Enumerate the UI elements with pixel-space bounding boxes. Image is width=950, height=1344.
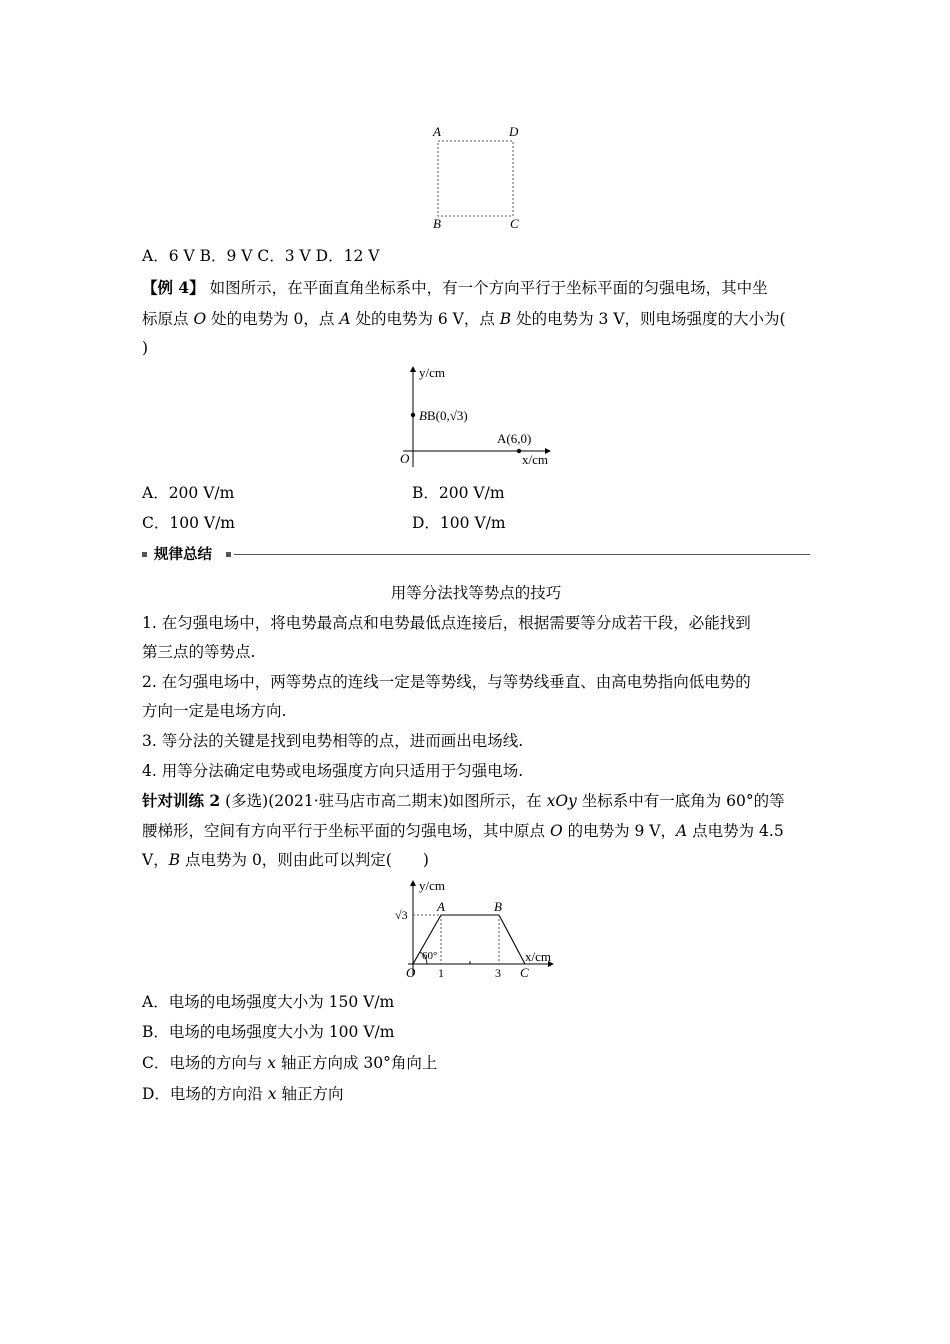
origin-label: O [406,965,416,980]
angle-label: 60° [422,950,438,962]
trapezoid-figure [375,875,560,983]
label-c: C [510,216,519,231]
sqrt3-label: √3 [395,908,408,922]
example4-line3: ) [142,339,149,357]
point-a-label: A(6,0) [497,431,532,446]
summary-label: 规律总结 [154,547,212,563]
q3-options: A．6 V B．9 V C．3 V D．12 V [142,247,380,265]
summary-item: 4. 用等分法确定电势或电场强度方向只适用于匀强电场. [142,762,524,780]
example4-option-b: B．200 V/m [412,484,505,502]
x-axis-label: x/cm [522,452,548,467]
x-axis-label: x/cm [525,949,551,964]
tick-3-label: 3 [495,966,501,980]
training2-tag: 针对训练 2 [142,791,221,810]
coordinate-figure [395,362,560,470]
example4-tag: 【例 4】 [142,278,205,297]
example4-text1: 如图所示，在平面直角坐标系中，有一个方向平行于坐标平面的匀强电场，其中坐 [209,279,768,297]
point-b [411,413,415,417]
point-a [517,449,521,453]
tick-1-label: 1 [438,966,444,980]
summary-item: 2. 在匀强电场中，两等势点的连线一定是等势线，与等势线垂直、由高电势指向低电势的 [142,673,751,691]
summary-item: 1. 在匀强电场中，将电势最高点和电势最低点连接后，根据需要等分成若干段，必能找到 [142,614,751,632]
point-b-label: BB(0,√3) [419,408,468,423]
training2-option-d: D．电场的方向沿 x 轴正方向 [142,1085,344,1103]
origin-label: O [400,451,410,466]
summary-title: 用等分法找等势点的技巧 [390,584,562,602]
y-axis-label: y/cm [419,878,445,893]
point-a-label: A [437,899,445,914]
training2-line2: 腰梯形，空间有方向平行于坐标平面的匀强电场，其中原点 O 的电势为 9 V，A 点电势为 4.5 [142,822,784,840]
example4-line1 [142,277,768,299]
summary-item: 方向一定是电场方向. [142,702,287,720]
label-d: D [509,124,519,139]
example4-option-a: A．200 V/m [142,484,235,502]
square-abcd [438,141,513,216]
training2-line1: 针对训练 2 (多选)(2021·驻马店市高二期末)如图所示，在 xOy 坐标系中有一底角为 60°的等 [142,791,785,810]
training2-option-c: C．电场的方向与 x 轴正方向成 30°角向上 [142,1054,438,1072]
square-figure [420,122,530,234]
summary-rule [234,554,810,555]
square-bullet-icon [226,552,231,557]
example4-line2: 标原点 O 处的电势为 0，点 A 处的电势为 6 V，点 B 处的电势为 3 V，则电场强度的大小为( [142,310,786,328]
summary-header [142,545,810,565]
label-a: A [433,124,441,139]
example4-option-d: D．100 V/m [412,514,506,532]
training2-option-a: A．电场的电场强度大小为 150 V/m [142,993,395,1011]
y-axis-label: y/cm [419,365,445,380]
example4-option-c: C．100 V/m [142,514,235,532]
point-b-label: B [494,899,502,914]
training2-option-b: B．电场的电场强度大小为 100 V/m [142,1023,395,1041]
summary-item: 第三点的等势点. [142,643,256,661]
summary-item: 3. 等分法的关键是找到电势相等的点，进而画出电场线. [142,732,524,750]
label-b: B [433,216,441,231]
training2-line3: V，B 点电势为 0，则由此可以判定( ) [142,851,429,869]
point-c-label: C [520,965,529,980]
square-bullet-icon [142,552,147,557]
